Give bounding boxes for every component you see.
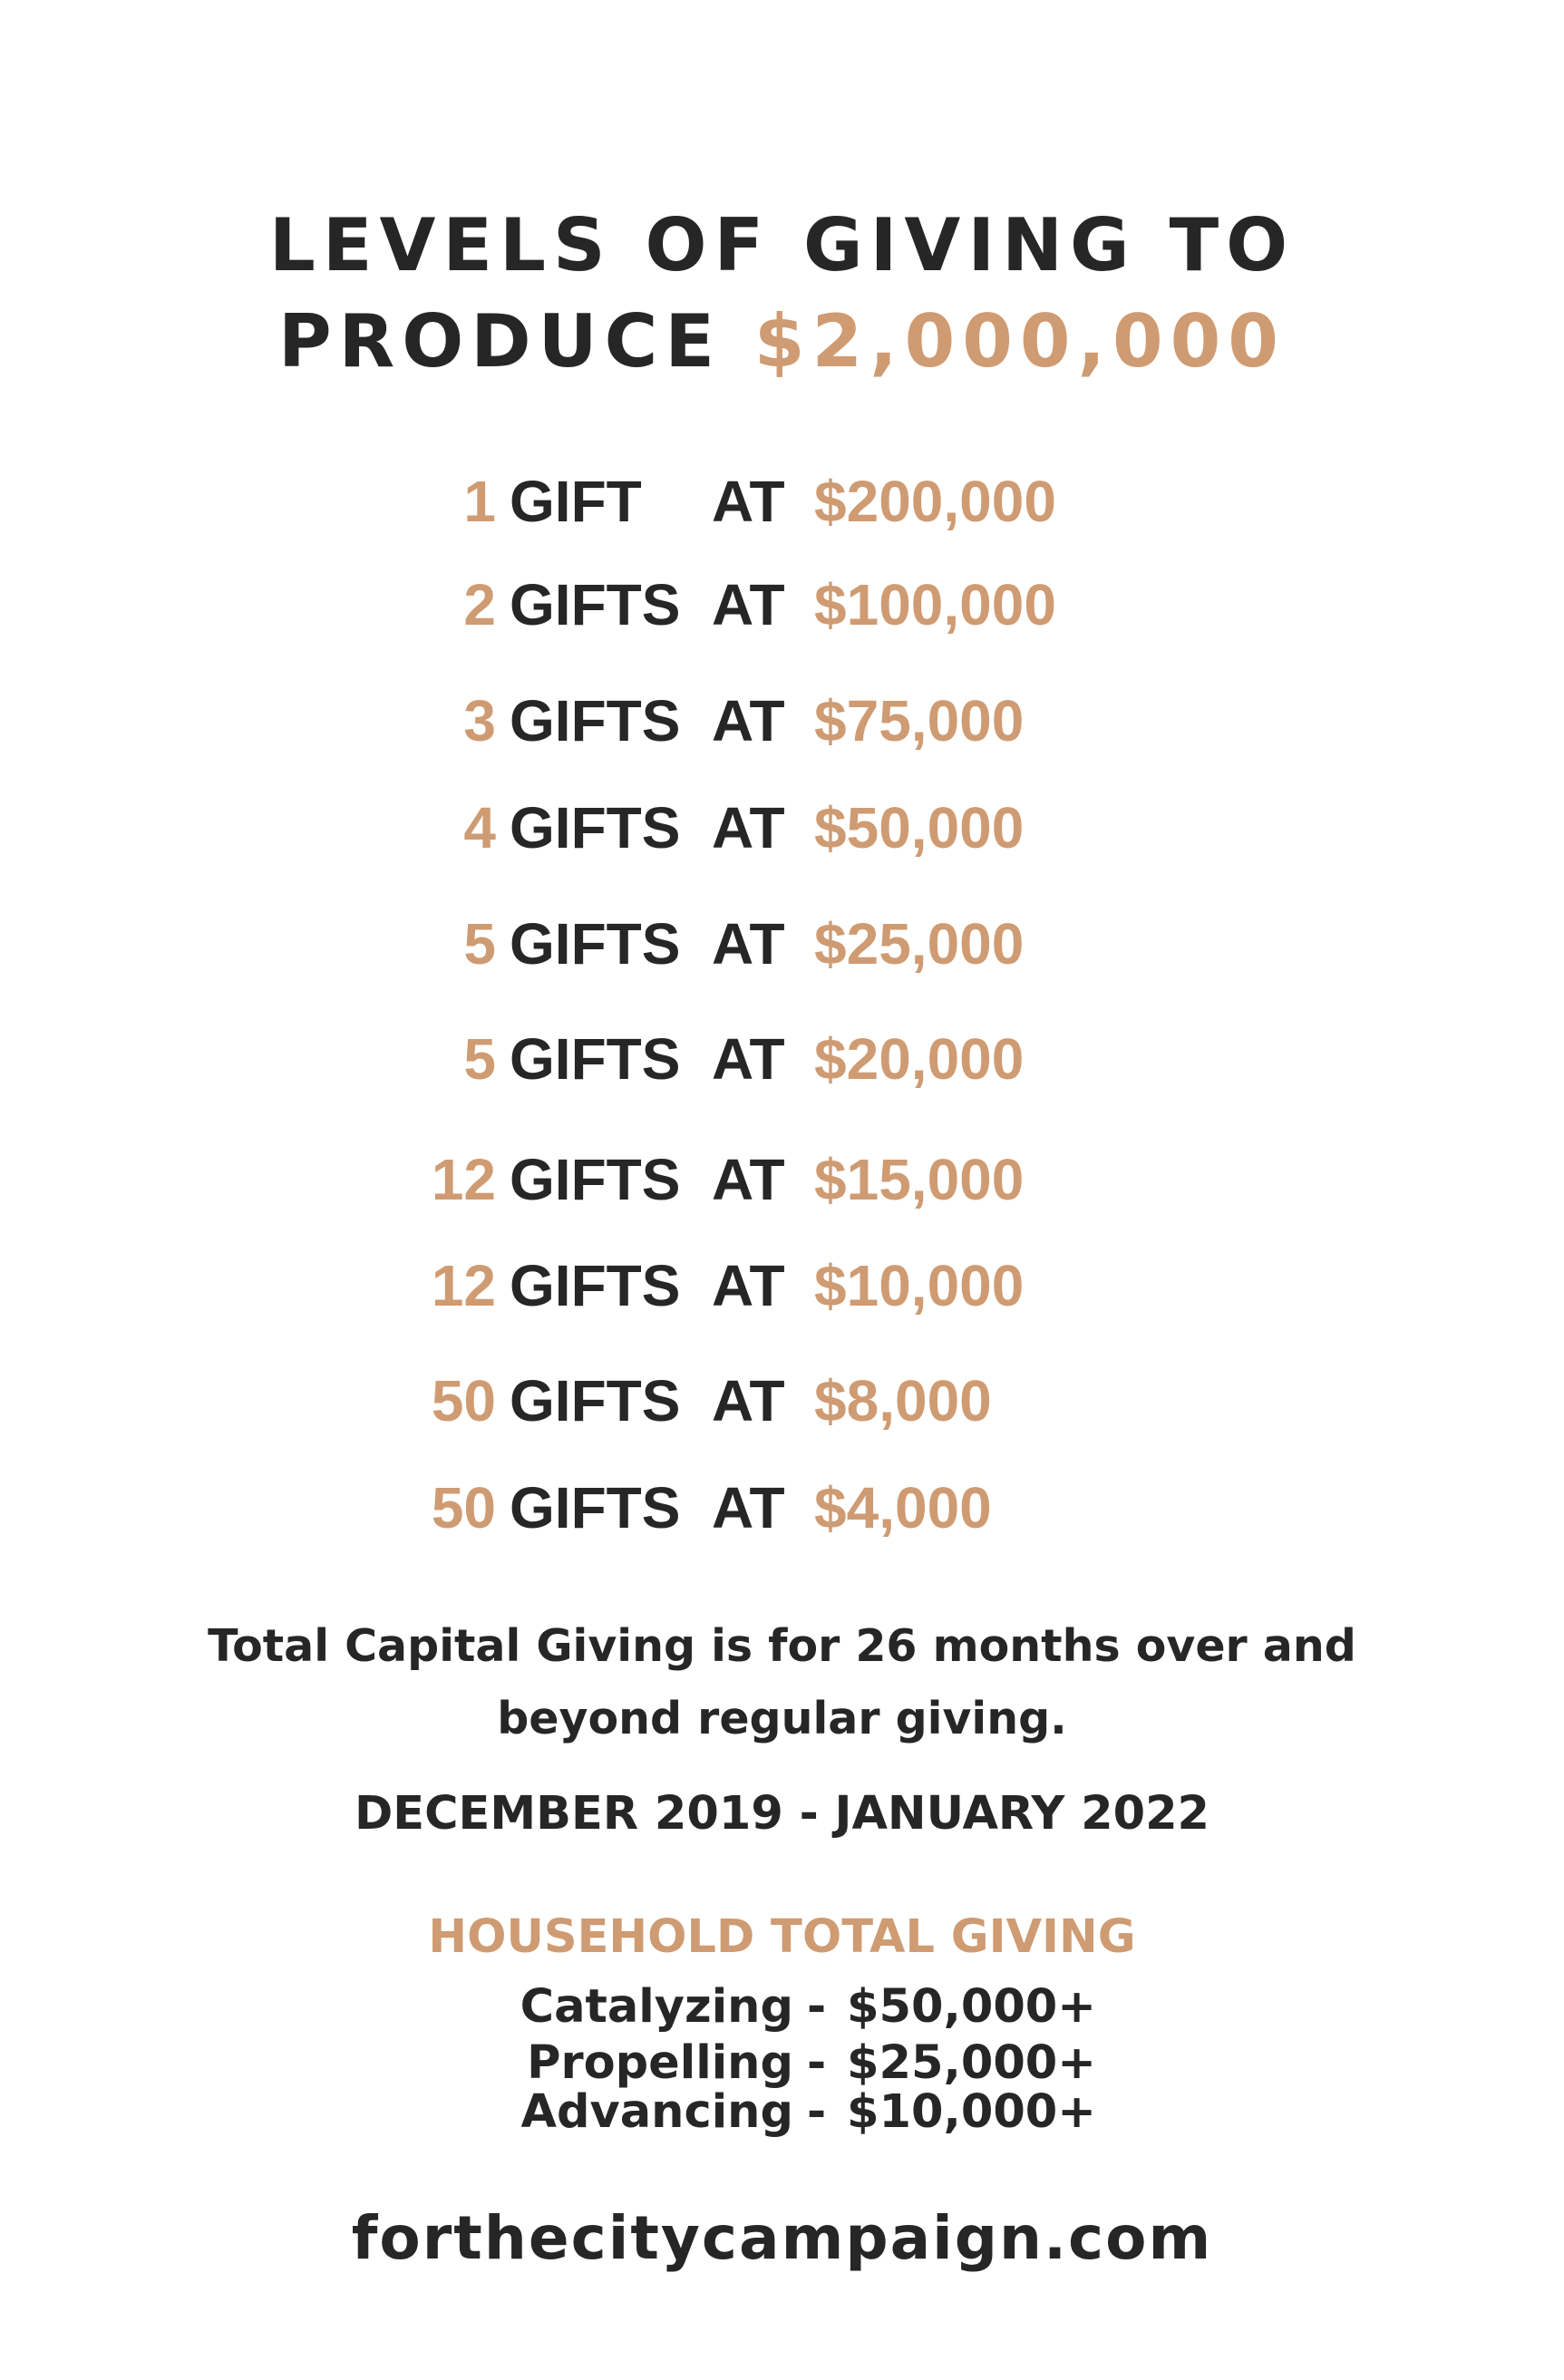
gift-label: GIFTS <box>510 1475 681 1540</box>
gift-level-row <box>0 1018 1564 1100</box>
gift-amount: $50,000 <box>814 795 1025 860</box>
tier-amount: $50,000+ <box>847 1980 1097 2034</box>
gift-at: AT <box>712 469 785 534</box>
gift-at: AT <box>712 1368 785 1433</box>
gift-count: 12 <box>431 1253 496 1318</box>
gift-level-row <box>0 787 1564 869</box>
tier-dash: - <box>807 1980 827 2034</box>
tier-name: Catalyzing <box>520 1980 793 2034</box>
gift-count: 50 <box>431 1368 496 1433</box>
gift-amount: $4,000 <box>814 1475 992 1540</box>
gift-at: AT <box>712 1475 785 1540</box>
gift-level-row <box>0 1360 1564 1442</box>
gift-at: AT <box>712 1147 785 1212</box>
tier-amount: $25,000+ <box>847 2036 1097 2090</box>
gift-at: AT <box>712 795 785 860</box>
gift-count: 2 <box>463 572 496 637</box>
gift-count: 3 <box>463 688 496 753</box>
page-title <box>0 198 1564 390</box>
gift-label: GIFTS <box>510 688 681 753</box>
gift-level-row <box>0 1139 1564 1220</box>
gift-level-row <box>0 564 1564 646</box>
title-produce: PRODUCE <box>278 299 722 384</box>
title-line-2 <box>0 294 1564 390</box>
gift-label: GIFTS <box>510 795 681 860</box>
gift-label: GIFTS <box>510 572 681 637</box>
gift-label: GIFTS <box>510 911 681 976</box>
tier-dash: - <box>807 2085 827 2139</box>
gift-label: GIFT <box>510 469 642 534</box>
capital-giving-note <box>0 1610 1564 1755</box>
gift-label: GIFTS <box>510 1026 681 1092</box>
gift-label: GIFTS <box>510 1368 681 1433</box>
gift-count: 12 <box>431 1147 496 1212</box>
gift-amount: $75,000 <box>814 688 1025 753</box>
gift-at: AT <box>712 688 785 753</box>
gift-at: AT <box>712 572 785 637</box>
gift-amount: $10,000 <box>814 1253 1025 1318</box>
gift-label: GIFTS <box>510 1147 681 1212</box>
gift-amount: $100,000 <box>814 572 1056 637</box>
household-heading: HOUSEHOLD TOTAL GIVING <box>428 1910 1136 1964</box>
tier-name: Propelling <box>527 2036 793 2090</box>
gift-level-row <box>0 461 1564 542</box>
gift-level-row <box>0 1467 1564 1549</box>
gift-amount: $25,000 <box>814 911 1025 976</box>
gift-at: AT <box>712 1026 785 1092</box>
gift-count: 5 <box>463 911 496 976</box>
gift-level-row <box>0 680 1564 762</box>
website-link[interactable]: forthecitycampaign.com <box>351 2203 1213 2273</box>
gift-count: 4 <box>463 795 496 860</box>
campaign-dates: DECEMBER 2019 - JANUARY 2022 <box>354 1787 1210 1841</box>
gift-amount: $20,000 <box>814 1026 1025 1092</box>
title-line-1: LEVELS OF GIVING TO <box>268 203 1296 287</box>
tier-dash: - <box>807 2036 827 2090</box>
tier-name: Advancing <box>520 2085 793 2139</box>
gift-amount: $15,000 <box>814 1147 1025 1212</box>
gift-at: AT <box>712 1253 785 1318</box>
gift-at: AT <box>712 911 785 976</box>
gift-count: 1 <box>463 469 496 534</box>
note-line-1: Total Capital Giving is for 26 months over and <box>208 1620 1356 1672</box>
gift-label: GIFTS <box>510 1253 681 1318</box>
gift-amount: $8,000 <box>814 1368 992 1433</box>
gift-amount: $200,000 <box>814 469 1056 534</box>
gift-count: 50 <box>431 1475 496 1540</box>
title-goal-amount: $2,000,000 <box>753 299 1286 384</box>
gift-level-row <box>0 903 1564 985</box>
tier-amount: $10,000+ <box>847 2085 1097 2139</box>
gift-count: 5 <box>463 1026 496 1092</box>
note-line-2: beyond regular giving. <box>497 1693 1067 1744</box>
gift-level-row <box>0 1245 1564 1326</box>
